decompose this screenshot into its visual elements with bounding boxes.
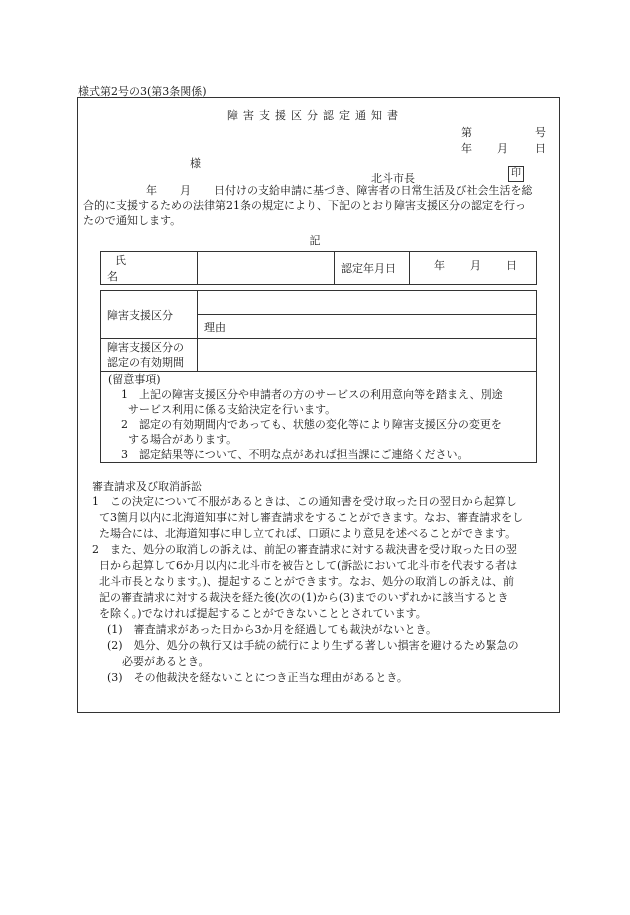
- appeal-1-line-3: た場合には、北海道知事に申し立てれば、口頭により意見を述べることができます。: [99, 527, 517, 540]
- ki-heading: 記: [309, 234, 321, 247]
- notes-box: [100, 372, 537, 463]
- issue-date-year: 年: [461, 142, 472, 155]
- appeal-2-line-2: 日から起算して6か月以内に北斗市を被告として(訴訟において北斗市を代表する者は: [99, 559, 518, 572]
- note-2-line-2: する場合があります。: [128, 433, 238, 446]
- document-title: 障害支援区分認定通知書: [227, 109, 403, 122]
- reason-label: 理由: [204, 320, 226, 334]
- intro-rest: 日付けの支給申請に基づき、障害者の日常生活及び社会生活を総: [214, 184, 533, 197]
- note-1-line-1: 1 上記の障害支援区分や申請者の方のサービスの利用意向等を踏まえ、別途: [121, 388, 503, 401]
- appeal-2-line-1: 2 また、処分の取消しの訴えは、前記の審査請求に対する裁決書を受け取った日の翌: [92, 543, 517, 556]
- issue-date-month: 月: [497, 142, 508, 155]
- appeal-2-line-5: を除く。)でなければ提起することができないこととされています。: [99, 607, 427, 620]
- period-value-cell[interactable]: [198, 339, 537, 372]
- category-label-cell: [101, 291, 198, 339]
- note-3: 3 認定結果等について、不明な点があれば担当課にご連絡ください。: [121, 448, 469, 461]
- appeal-1-line-2: て3箇月以内に北海道知事に対し審査請求をすることができます。なお、審査請求をし: [99, 511, 524, 524]
- intro-year: 年: [146, 184, 157, 197]
- cert-date-day: 日: [506, 259, 517, 272]
- cert-date-year: 年: [434, 259, 445, 272]
- period-label-cell: [101, 339, 198, 372]
- name-label-cell: [101, 252, 198, 285]
- form-label: 様式第2号の3(第3条関係): [78, 85, 207, 98]
- body-line-2: 合的に支援するための法律第21条の規定により、下記のとおり障害支援区分の認定を行っ: [83, 199, 526, 212]
- addressee-suffix: 様: [190, 157, 201, 170]
- intro-month: 月: [180, 184, 191, 197]
- issue-date-day: 日: [535, 142, 546, 155]
- appeal-sub-2-line-1: (2) 処分、処分の執行又は手続の続行により生ずる著しい損害を避けるため緊急の: [107, 639, 519, 652]
- appeal-sub-1: (1) 審査請求があった日から3か月を経過しても裁決がないとき。: [107, 623, 438, 636]
- body-line-1: [78, 183, 558, 198]
- category-value-cell[interactable]: [198, 291, 537, 315]
- appeal-sub-2-line-2: 必要があるとき。: [122, 655, 210, 668]
- note-2-line-1: 2 認定の有効期間内であっても、状態の変化等により障害支援区分の変更を: [121, 418, 502, 431]
- cert-date-label-cell: [335, 252, 410, 285]
- appeal-sub-3: (3) その他裁決を経ないことにつき正当な理由があるとき。: [107, 671, 408, 684]
- cert-date-value-cell[interactable]: [410, 252, 537, 285]
- result-table: [100, 290, 537, 372]
- note-1-line-2: サービス利用に係る支給決定を行います。: [128, 403, 337, 416]
- appeal-2-line-4: 記の審査請求に対する裁決を経た後(次の(1)から(3)までのいずれかに該当するとき: [99, 591, 509, 604]
- seal-mark: 印: [508, 166, 524, 182]
- category-label: 障害支援区分: [107, 308, 173, 322]
- reason-cell[interactable]: [198, 315, 537, 339]
- appeal-1-line-1: 1 この決定について不服があるときは、この通知書を受け取った日の翌日から起算し: [92, 495, 517, 508]
- cert-date-month: 月: [470, 259, 481, 272]
- notes-heading: (留意事項): [108, 373, 161, 386]
- appeal-heading: 審査請求及び取消訴訟: [92, 480, 202, 493]
- number-prefix: 第: [461, 126, 472, 139]
- issuer-name: 北斗市長: [371, 172, 415, 185]
- name-value-cell[interactable]: [198, 252, 335, 285]
- body-line-3: たので通知します。: [83, 214, 182, 227]
- period-label-line-1: 障害支援区分の: [107, 341, 184, 354]
- appeal-2-line-3: 北斗市長となります。)、提起することができます。なお、処分の取消しの訴えは、前: [99, 575, 515, 588]
- name-label: 氏名: [107, 254, 156, 283]
- number-suffix: 号: [535, 126, 546, 139]
- period-label-line-2: 認定の有効期間: [107, 356, 184, 369]
- cert-date-label: 認定年月日: [341, 262, 396, 275]
- applicant-table: [100, 251, 537, 285]
